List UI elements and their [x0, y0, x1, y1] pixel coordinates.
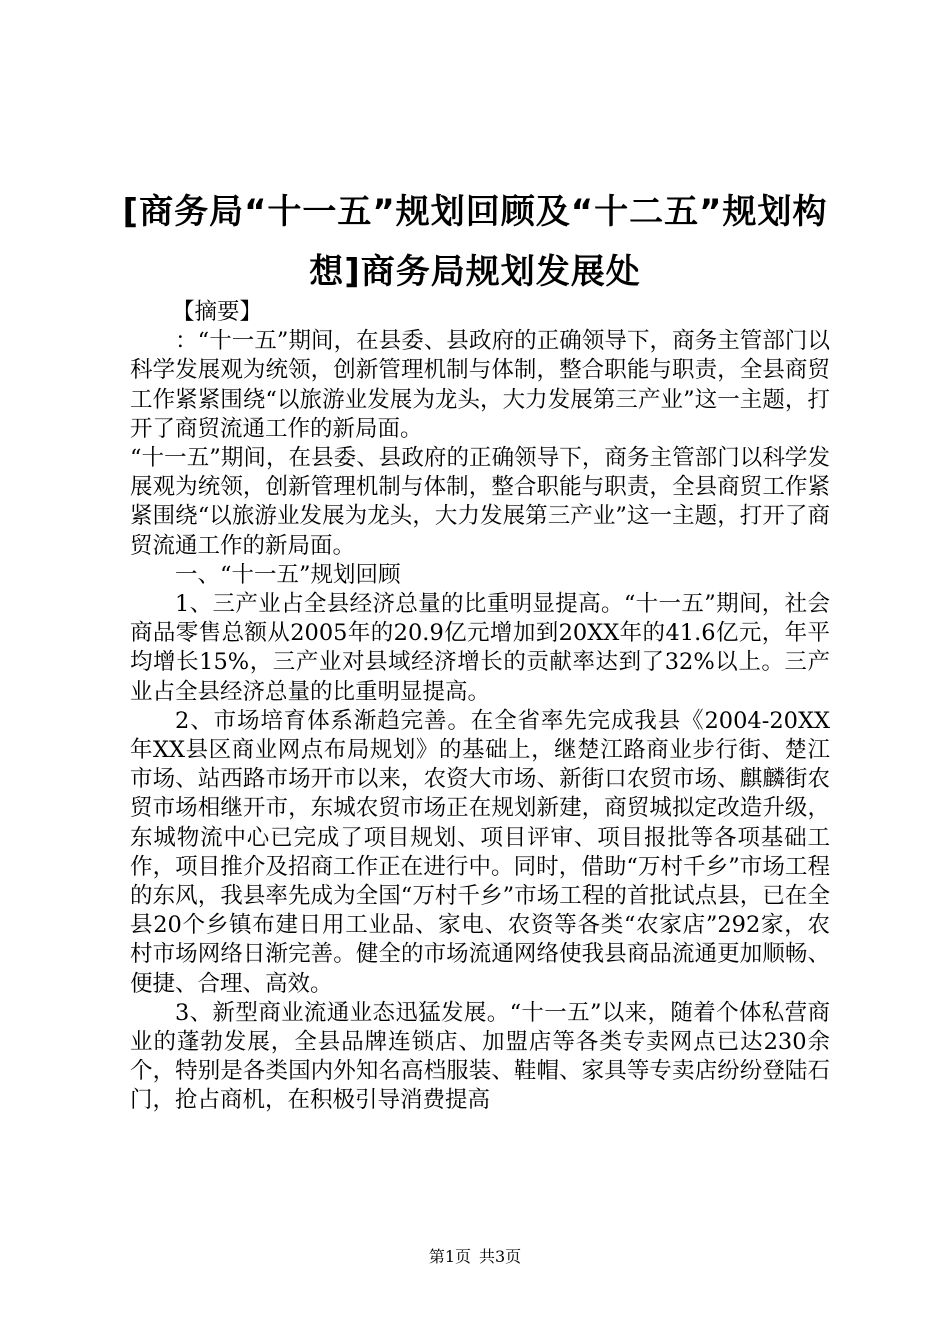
document-body [130, 298, 830, 1116]
abstract-paragraph [130, 327, 830, 444]
page-total: 共3页 [479, 1247, 522, 1266]
page-footer [0, 1244, 950, 1267]
body-paragraph-2: 2、市场培育体系渐趋完善。在全省率先完成我县《2004-20XX年XX县区商业网点布局规划》的基础上，继楚江路商业步行街、楚江市场、站西路市场开市以来，农资大市场、新街口农贸市场、麒麟街农贸市场相继开市，东城农贸市场正在规划新建，商贸城拟定改造升级，东城物流中心已完成了项目规划、项目评审、项目报批等各项基础工作，项目推介及招商工作正在进行中。同时，借助“万村千乡”市场工程的东风，我县率先成为全国“万村千乡”市场工程的首批试点县，已在全县20个乡镇布建日用工业品、家电、农资等各类“农家店”292家，农村市场网络日渐完善。健全的市场流通网络使我县商品流通更加顺畅、便捷、合理、高效。 [130, 707, 830, 997]
body-paragraph-3: 3、新型商业流通业态迅猛发展。“十一五”以来，随着个体私营商业的蓬勃发展，全县品牌连锁店、加盟店等各类专卖网点已达230余个，特别是各类国内外知名高档服装、鞋帽、家具等专卖店纷纷登陆石门，抢占商机，在积极引导消费提高 [130, 999, 830, 1114]
section-heading: 一、“十一五”规划回顾 [175, 561, 401, 588]
page-number: 第1页 [428, 1247, 471, 1266]
body-paragraph-1: 1、三产业占全县经济总量的比重明显提高。“十一五”期间，社会商品零售总额从2005年的20.9亿元增加到20XX年的41.6亿元，年平均增长15%，三产业对县域经济增长的贡献率达到了32%以上。三产业占全县经济总量的比重明显提高。 [130, 591, 830, 705]
abstract-text: ：“十一五”期间，在县委、县政府的正确领导下，商务主管部门以科学发展观为统领，创新管理机制与体制，整合职能与职责，全县商贸工作紧紧围绕“以旅游业发展为龙头，大力发展第三产业”这一主题，打开了商贸流通工作的新局面。 [130, 328, 830, 442]
intro-paragraph: “十一五”期间，在县委、县政府的正确领导下，商务主管部门以科学发展观为统领，创新管理机制与体制，整合职能与职责，全县商贸工作紧紧围绕“以旅游业发展为龙头，大力发展第三产业”这一主题，打开了商贸流通工作的新局面。 [130, 445, 830, 559]
abstract-label: 【摘要】 [172, 299, 263, 325]
document-title: [商务局“十一五”规划回顾及“十二五”规划构想]商务局规划发展处 [122, 192, 828, 292]
